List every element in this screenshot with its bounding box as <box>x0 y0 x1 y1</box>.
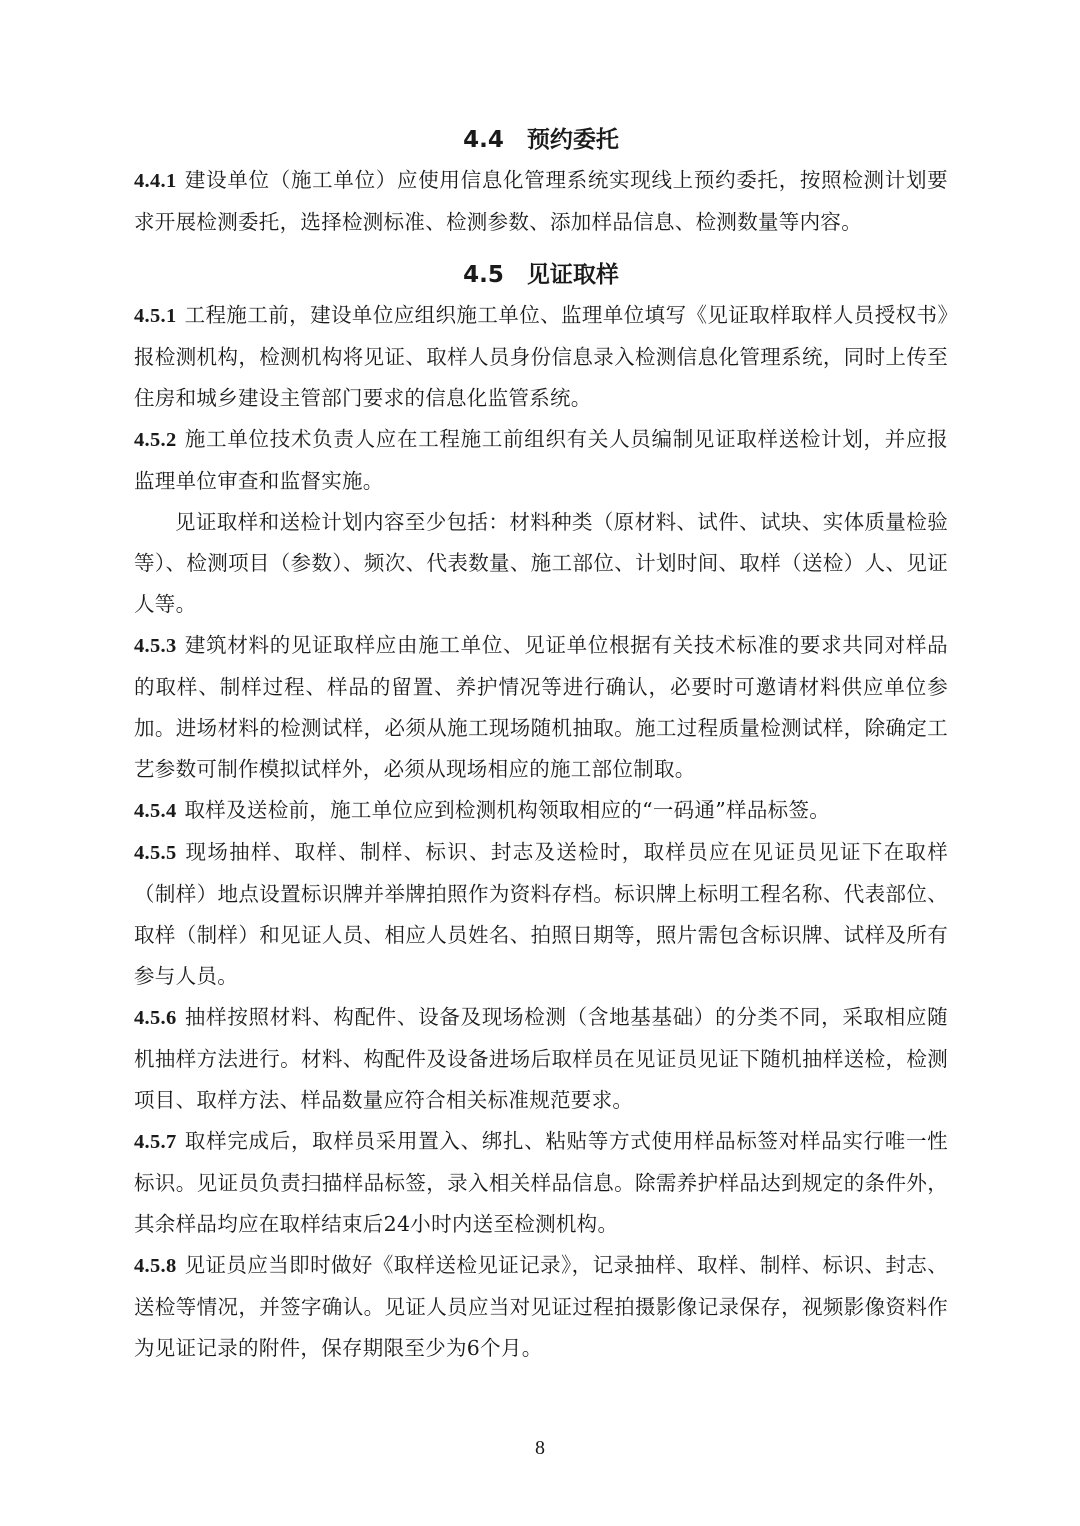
section-title-4-5: 4.5 见证取样 <box>463 262 619 288</box>
clause-number: 4.5.8 <box>134 1255 177 1277</box>
clause-text: 建设单位（施工单位）应使用信息化管理系统实现线上预约委托，按照检测计划要求开展检测委托，选择检测标准、检测参数、添加样品信息、检测数量等内容。 <box>134 168 948 234</box>
clause-number: 4.5.4 <box>134 800 177 822</box>
document-page <box>134 118 948 1369</box>
clause-4-5-5 <box>134 832 948 997</box>
clause-4-5-2 <box>134 419 948 502</box>
clause-text: 取样及送检前，施工单位应到检测机构领取相应的“一码通”样品标签。 <box>184 798 831 822</box>
clause-4-5-3 <box>134 625 948 790</box>
clause-number: 4.5.1 <box>134 305 177 327</box>
clause-text: 取样完成后，取样员采用置入、绑扎、粘贴等方式使用样品标签对样品实行唯一性标识。见证员负责扫描样品标签，录入相关样品信息。除需养护样品达到规定的条件外，其余样品均应在取样结束后24小时内送至检测机构。 <box>134 1129 948 1236</box>
section-title-4-4: 4.4 预约委托 <box>463 127 619 153</box>
clause-number: 4.5.6 <box>134 1007 177 1029</box>
clause-4-4-1 <box>134 160 948 243</box>
clause-4-5-2-detail: 见证取样和送检计划内容至少包括：材料种类（原材料、试件、试块、实体质量检验等）、检测项目（参数）、频次、代表数量、施工部位、计划时间、取样（送检）人、见证人等。 <box>134 510 948 616</box>
clause-number: 4.5.3 <box>134 635 177 657</box>
clause-number: 4.5.2 <box>134 429 177 451</box>
page-number: 8 <box>535 1437 545 1459</box>
clause-4-5-8 <box>134 1245 948 1369</box>
clause-number: 4.5.7 <box>134 1131 177 1153</box>
clause-text: 现场抽样、取样、制样、标识、封志及送检时，取样员应在见证员见证下在取样（制样）地点设置标识牌并举牌拍照作为资料存档。标识牌上标明工程名称、代表部位、取样（制样）和见证人员、相应人员姓名、拍照日期等，照片需包含标识牌、试样及所有参与人员。 <box>134 840 948 988</box>
clause-4-5-4 <box>134 790 948 832</box>
clause-4-5-6 <box>134 997 948 1121</box>
clause-number: 4.5.5 <box>134 842 177 864</box>
clause-4-5-1 <box>134 295 948 419</box>
clause-text: 建筑材料的见证取样应由施工单位、见证单位根据有关技术标准的要求共同对样品的取样、制样过程、样品的留置、养护情况等进行确认，必要时可邀请材料供应单位参加。进场材料的检测试样，必须从施工现场随机抽取。施工过程质量检测试样，除确定工艺参数可制作模拟试样外，必须从现场相应的施工部位制取。 <box>134 633 948 781</box>
clause-text: 抽样按照材料、构配件、设备及现场检测（含地基基础）的分类不同，采取相应随机抽样方法进行。材料、构配件及设备进场后取样员在见证员见证下随机抽样送检，检测项目、取样方法、样品数量应符合相关标准规范要求。 <box>134 1005 948 1112</box>
clause-text: 施工单位技术负责人应在工程施工前组织有关人员编制见证取样送检计划，并应报监理单位审查和监督实施。 <box>134 427 948 493</box>
clause-number: 4.4.1 <box>134 170 177 192</box>
clause-4-5-7 <box>134 1121 948 1245</box>
clause-text: 工程施工前，建设单位应组织施工单位、监理单位填写《见证取样取样人员授权书》报检测机构，检测机构将见证、取样人员身份信息录入检测信息化管理系统，同时上传至住房和城乡建设主管部门要求的信息化监管系统。 <box>134 303 948 410</box>
clause-text: 见证员应当即时做好《取样送检见证记录》，记录抽样、取样、制样、标识、封志、送检等情况，并签字确认。见证人员应当对见证过程拍摄影像记录保存，视频影像资料作为见证记录的附件，保存期限至少为6个月。 <box>134 1253 948 1360</box>
